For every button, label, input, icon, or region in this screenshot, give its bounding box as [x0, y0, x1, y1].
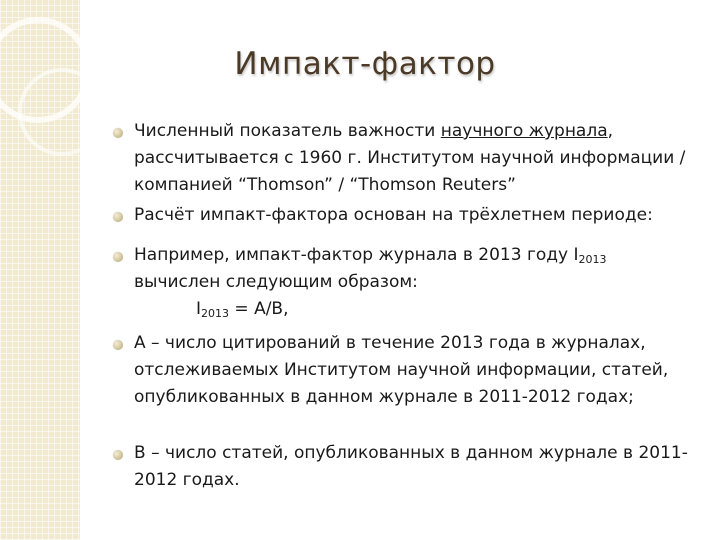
impact-factor-formula — [196, 296, 289, 323]
bullet-icon — [113, 252, 123, 262]
bullet-text: , рассчитывается с 1960 г. Институтом научной информации / компанией “Thomson” / “Thomson Reuters” — [134, 121, 686, 195]
bullet-text: Например, импакт-фактор журнала в 2013 году I — [134, 245, 579, 265]
decorative-circles — [0, 0, 80, 540]
slide-title: Импакт-фактор — [234, 46, 496, 82]
bullet-icon — [113, 340, 123, 350]
bullet-a-definition — [134, 330, 694, 411]
bullet-icon — [113, 128, 123, 138]
bullet-icon — [113, 450, 123, 460]
bullet-three-year-period — [134, 202, 694, 229]
formula-subscript: 2013 — [201, 307, 230, 320]
bullet-text: вычислен следующим образом: — [134, 272, 418, 292]
journal-link-text: научного журнала — [440, 121, 608, 141]
bullet-text: Расчёт импакт-фактора основан на трёхлетнем периоде: — [134, 205, 653, 225]
bullet-b-definition — [134, 440, 694, 494]
formula-text: I — [196, 299, 202, 319]
bullet-icon — [113, 212, 123, 222]
bullet-definition — [134, 118, 694, 199]
bullet-example — [134, 242, 694, 296]
decorative-side-strip — [0, 0, 80, 540]
bullet-text: A – число цитирований в течение 2013 года в журналах, отслеживаемых Институтом научной информации, статей, опубликованных в данном журнале в 2011-2012 годах; — [134, 333, 669, 407]
formula-text: = A/B, — [229, 299, 289, 319]
bullet-text: B – число статей, опубликованных в данном журнале в 2011-2012 годах. — [134, 443, 688, 490]
bullet-text: Численный показатель важности — [134, 121, 441, 141]
subscript-year: 2013 — [578, 253, 607, 266]
